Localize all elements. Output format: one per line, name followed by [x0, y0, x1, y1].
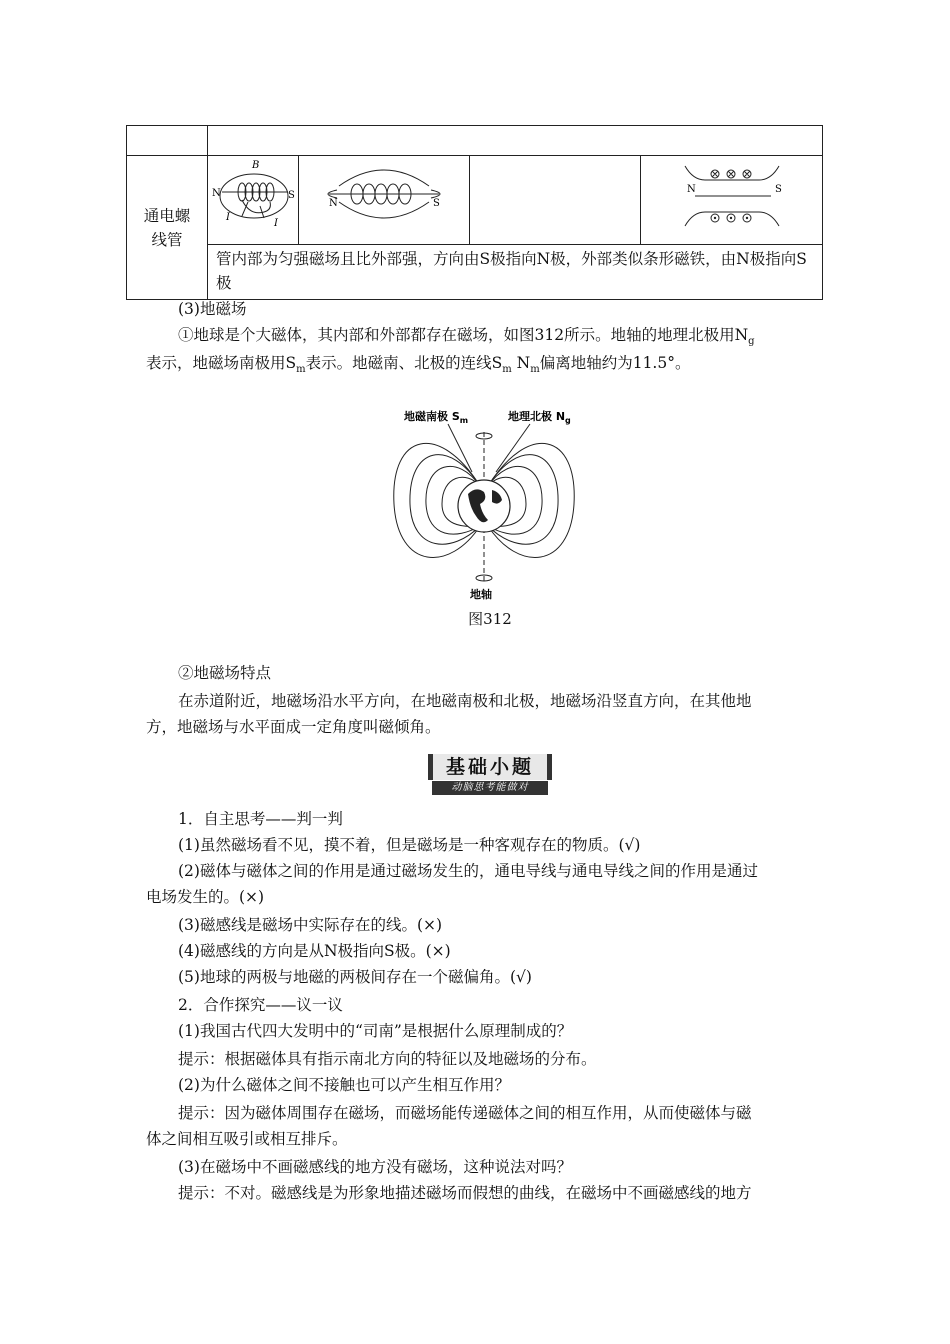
- label-geomagnetic-south: 地磁南极 $S_m$: [404, 410, 469, 425]
- label-n: N: [212, 188, 221, 199]
- solenoid-description: 管内部为匀强磁场且比外部强，方向由S极指向N极，外部类似条形磁铁，由N极指向S极: [208, 245, 823, 300]
- paragraph-line: [178, 324, 858, 353]
- figure-caption: 图312: [468, 610, 512, 628]
- fig-solenoid-field-lines: [299, 156, 470, 245]
- p1-sub3: m: [502, 364, 512, 376]
- discuss-1-hint: 提示：根据磁体具有指示南北方向的特征以及地磁场的分布。: [178, 1050, 597, 1068]
- features-heading: ②地磁场特点: [178, 664, 272, 682]
- p1-line2b: 表示。地磁南、北极的连线S: [305, 354, 503, 372]
- row-label-line2: 线管: [151, 230, 183, 249]
- earth-magnetic-field-figure: [380, 402, 590, 602]
- judge-2-line1: (2)磁体与磁体之间的作用是通过磁场发生的，通电导线与通电导线之间的作用是通过: [178, 862, 758, 880]
- paragraph-line: [146, 352, 826, 381]
- section-heading: (3)地磁场: [178, 300, 247, 318]
- judge-2-line2: 电场发生的。(×): [146, 888, 265, 906]
- table-header-span: [208, 126, 823, 156]
- judge-3: (3)磁感线是磁场中实际存在的线。(×): [178, 916, 443, 934]
- features-line2: 方，地磁场与水平面成一定角度叫磁倾角。: [146, 718, 441, 736]
- discuss-2: (2)为什么磁体之间不接触也可以产生相互作用？: [178, 1076, 510, 1094]
- banner-title: 基础小题: [428, 754, 552, 780]
- features-line1: 在赤道附近，地磁场沿水平方向，在地磁南极和北极，地磁场沿竖直方向，在其他地: [178, 692, 752, 710]
- solenoid-hand-diagram: [208, 156, 298, 240]
- judge-1: (1)虽然磁场看不见，摸不着，但是磁场是一种客观存在的物质。(√): [178, 836, 641, 854]
- label-i2: I: [274, 218, 278, 229]
- label-geographic-north: 地理北极 $N_g$: [508, 410, 571, 425]
- fig-right-hand-rule: [208, 156, 299, 245]
- label-n2: N: [329, 198, 338, 209]
- p1-sub2: m: [296, 364, 306, 376]
- p1-line1: ①地球是个大磁体，其内部和外部都存在磁场，如图312所示。地轴的地理北极用N: [178, 326, 749, 344]
- label-s2: S: [433, 198, 440, 209]
- magnetic-field-table: [126, 125, 823, 300]
- row-label-line1: 通电螺: [143, 206, 191, 225]
- label-b: B: [252, 160, 260, 171]
- solenoid-field-diagram: [299, 156, 469, 240]
- discuss-1: (1)我国古代四大发明中的“司南”是根据什么原理制成的？: [178, 1022, 573, 1040]
- fig-empty-cell: [470, 156, 641, 245]
- discuss-2-hint-line2: 体之间相互吸引或相互排斥。: [146, 1130, 348, 1148]
- discuss-3-hint: 提示：不对。磁感线是为形象地描述磁场而假想的曲线，在磁场中不画磁感线的地方: [178, 1184, 752, 1202]
- p1-line2d: 偏离地轴约为11.5°。: [539, 354, 691, 372]
- label-s: S: [288, 190, 295, 201]
- fig-cross-section: [641, 156, 823, 245]
- judge-5: (5)地球的两极与地磁的两极间存在一个磁偏角。(√): [178, 968, 532, 986]
- q1-heading: 1．自主思考——判一判: [178, 810, 343, 828]
- p1-sub1: g: [748, 336, 755, 348]
- label-i1: I: [226, 212, 230, 223]
- p1-line2a: 表示，地磁场南极用S: [146, 354, 297, 372]
- p1-line2c: N: [511, 354, 531, 372]
- table-header-empty: [127, 126, 208, 156]
- row-label: [127, 156, 208, 300]
- q2-heading: 2．合作探究——议一议: [178, 996, 343, 1014]
- p1-sub4: m: [530, 364, 540, 376]
- label-n4: N: [687, 184, 696, 195]
- label-s4: S: [775, 184, 782, 195]
- label-earth-axis: 地轴: [470, 588, 492, 601]
- discuss-3: (3)在磁场中不画磁感线的地方没有磁场，这种说法对吗？: [178, 1158, 572, 1176]
- solenoid-cross-section: [641, 156, 821, 240]
- banner-subtitle: 动脑思考能做对: [432, 781, 548, 795]
- discuss-2-hint-line1: 提示：因为磁体周围存在磁场，而磁场能传递磁体之间的相互作用，从而使磁体与磁: [178, 1104, 752, 1122]
- section-banner: [428, 754, 552, 794]
- judge-4: (4)磁感线的方向是从N极指向S极。(×): [178, 942, 451, 960]
